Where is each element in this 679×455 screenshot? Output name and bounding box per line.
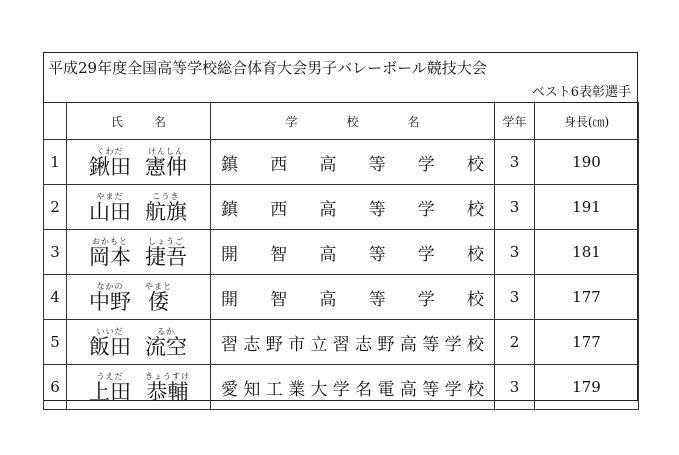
school-char: 智	[270, 289, 288, 310]
family-name-reading: おかもと	[92, 237, 128, 246]
school-name	[221, 285, 484, 310]
school-char: 野	[265, 334, 283, 355]
player-grade: 3	[495, 275, 535, 320]
school-char: 愛	[221, 379, 238, 400]
family-name: 山田	[89, 200, 131, 224]
player-grade: 3	[495, 230, 535, 275]
header-number	[44, 103, 67, 140]
family-name-reading: うえだ	[96, 372, 124, 381]
given-name-reading: やまと	[145, 282, 172, 291]
family-name: 上田	[89, 380, 131, 404]
school-char: 等	[368, 154, 386, 175]
school-char: 鎮	[221, 154, 238, 175]
header-name	[67, 103, 211, 140]
player-height: 179	[535, 365, 639, 410]
school-char: 野	[377, 334, 395, 355]
school-char: 校	[466, 244, 484, 265]
player-school	[211, 365, 495, 410]
player-name	[67, 275, 211, 320]
given-name-reading: けんしん	[148, 147, 184, 156]
school-char: 電	[377, 379, 395, 400]
school-char: 等	[368, 244, 386, 265]
school-char: 西	[270, 154, 288, 175]
school-char: 高	[319, 244, 337, 265]
school-char: 工	[265, 379, 283, 400]
school-name	[221, 195, 484, 220]
school-char: 高	[399, 379, 417, 400]
header-row	[44, 103, 639, 140]
school-char: 大	[310, 379, 328, 400]
school-char: 立	[310, 334, 328, 355]
school-char: 高	[319, 154, 337, 175]
given-name: 航旗	[145, 200, 187, 224]
school-char: 知	[243, 379, 261, 400]
school-name	[221, 330, 484, 355]
header-grade: 学年	[495, 103, 535, 140]
school-char: 鎮	[221, 199, 238, 220]
school-char: 校	[466, 154, 484, 175]
player-height: 177	[535, 275, 639, 320]
player-row	[44, 320, 639, 365]
family-name: 飯田	[89, 335, 131, 359]
player-height: 181	[535, 230, 639, 275]
school-char: 校	[466, 379, 484, 400]
player-school	[211, 320, 495, 365]
player-name	[67, 185, 211, 230]
school-char: 業	[288, 379, 306, 400]
player-number: 3	[44, 230, 67, 275]
player-row	[44, 275, 639, 320]
player-number: 2	[44, 185, 67, 230]
header-school	[211, 103, 495, 140]
school-char: 学	[417, 289, 435, 310]
header-school-char: 学	[285, 114, 298, 129]
school-name	[221, 150, 484, 175]
family-name-reading: なかの	[96, 282, 124, 291]
player-school	[211, 275, 495, 320]
given-name: 恭輔	[146, 380, 189, 404]
player-school	[211, 185, 495, 230]
given-name-reading: るか	[157, 327, 175, 336]
school-char: 等	[368, 199, 386, 220]
school-char: 校	[466, 289, 484, 310]
school-char: 志	[243, 334, 261, 355]
school-char: 学	[332, 379, 350, 400]
family-name: 岡本	[89, 245, 131, 269]
family-name: 鍬田	[89, 155, 131, 179]
school-char: 習	[332, 334, 350, 355]
family-name: 中野	[89, 290, 131, 314]
school-char: 名	[355, 379, 373, 400]
school-char: 志	[355, 334, 373, 355]
school-char: 学	[417, 199, 435, 220]
school-char: 開	[221, 244, 238, 265]
given-name-reading: こうき	[152, 192, 180, 201]
player-number: 5	[44, 320, 67, 365]
header-name-char: 氏	[111, 114, 124, 129]
player-grade: 2	[495, 320, 535, 365]
player-name	[67, 230, 211, 275]
player-school	[211, 140, 495, 185]
header-school-char: 名	[407, 114, 420, 129]
player-school	[211, 230, 495, 275]
school-char: 西	[270, 199, 288, 220]
school-char: 高	[319, 199, 337, 220]
given-name: 流空	[145, 335, 187, 359]
family-name-reading: いいだ	[96, 327, 124, 336]
player-height: 177	[535, 320, 639, 365]
player-grade: 3	[495, 185, 535, 230]
school-char: 高	[319, 289, 337, 310]
school-name	[221, 375, 484, 400]
player-height: 190	[535, 140, 639, 185]
school-char: 習	[221, 334, 238, 355]
player-row	[44, 140, 639, 185]
family-name-reading: くわだ	[96, 147, 124, 156]
player-row	[44, 185, 639, 230]
player-number: 6	[44, 365, 67, 410]
player-name	[67, 320, 211, 365]
school-char: 学	[417, 154, 435, 175]
player-number: 1	[44, 140, 67, 185]
player-row	[44, 365, 639, 410]
header-name-char: 名	[153, 114, 166, 129]
given-name: 憲伸	[145, 155, 187, 179]
document-subtitle: ベスト6表彰選手	[531, 85, 631, 100]
family-name-reading: やまだ	[96, 192, 124, 201]
header-school-char: 校	[346, 114, 359, 129]
school-char: 学	[444, 379, 462, 400]
given-name-reading: きょうすけ	[145, 372, 190, 381]
school-char: 校	[466, 199, 484, 220]
player-grade: 3	[495, 365, 535, 410]
given-name: 捷吾	[145, 245, 187, 269]
player-name	[67, 140, 211, 185]
school-char: 校	[466, 334, 484, 355]
school-char: 高	[399, 334, 417, 355]
given-name: 倭	[148, 290, 169, 314]
school-char: 智	[270, 244, 288, 265]
player-row	[44, 230, 639, 275]
player-table	[43, 102, 639, 410]
school-name	[221, 240, 484, 265]
document-title: 平成29年度全国高等学校総合体育大会男子バレーボール競技大会	[48, 59, 487, 77]
school-char: 学	[417, 244, 435, 265]
school-char: 等	[422, 379, 440, 400]
player-height: 191	[535, 185, 639, 230]
school-char: 開	[221, 289, 238, 310]
header-height: 身長(㎝)	[535, 103, 639, 140]
school-char: 等	[422, 334, 440, 355]
school-char: 等	[368, 289, 386, 310]
player-name	[67, 365, 211, 410]
school-char: 市	[288, 334, 306, 355]
given-name-reading: しょうご	[148, 237, 184, 246]
school-char: 学	[444, 334, 462, 355]
player-grade: 3	[495, 140, 535, 185]
player-number: 4	[44, 275, 67, 320]
